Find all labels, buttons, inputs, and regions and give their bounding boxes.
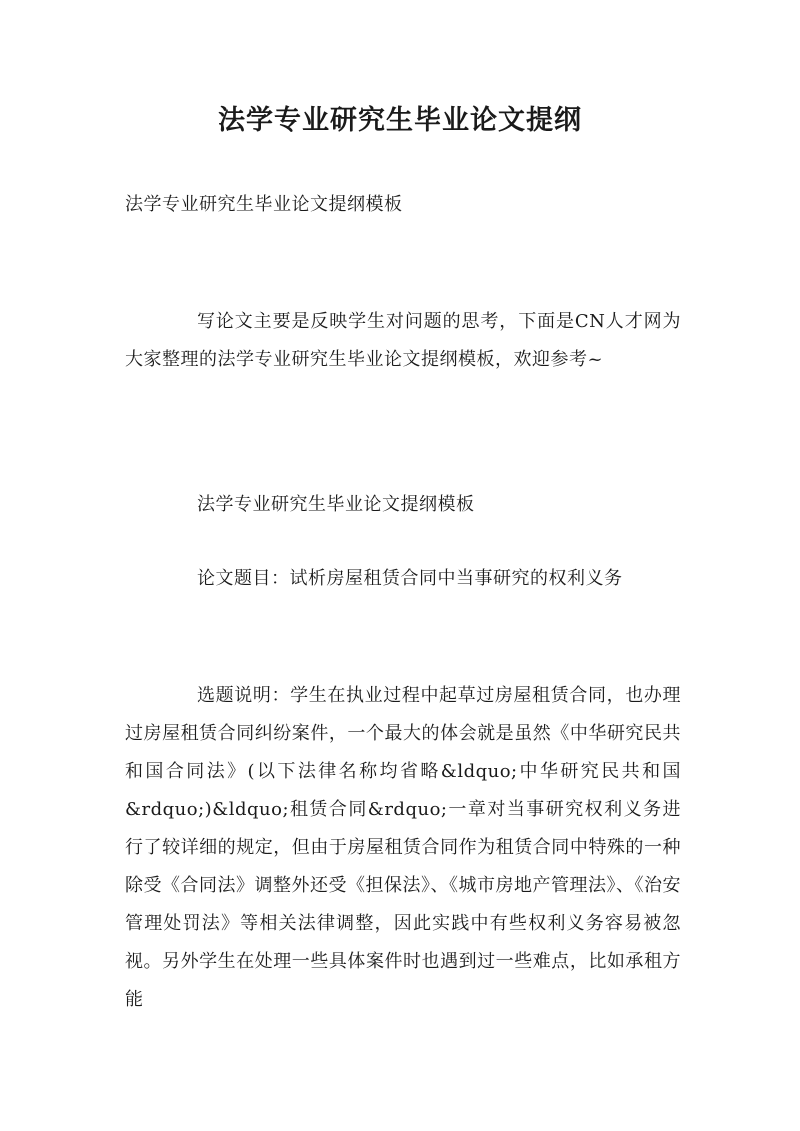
intro-paragraph: 写论文主要是反映学生对问题的思考，下面是CN人才网为大家整理的法学专业研究生毕业论文提纲模板，欢迎参考~ <box>125 311 681 370</box>
document-subtitle: 法学专业研究生毕业论文提纲模板 <box>125 194 403 215</box>
section-heading: 法学专业研究生毕业论文提纲模板 <box>197 494 475 515</box>
thesis-title: 论文题目：试析房屋租赁合同中当事研究的权利义务 <box>197 568 623 589</box>
document-title: 法学专业研究生毕业论文提纲 <box>218 105 582 136</box>
topic-explanation-paragraph: 选题说明：学生在执业过程中起草过房屋租赁合同，也办理过房屋租赁合同纠纷案件，一个最大的体会就是虽然《中华研究民共和国合同法》(以下法律名称均省略&ldquo;中华研究民共和国&rdquo;)&ldquo;租赁合同&rdquo;一章对当事研究权利义务进行了较详细的规定，但由于房屋租赁合同作为租赁合同中特殊的一种除受《合同法》调整外还受《担保法》、《城市房地产管理法》、《治安管理处罚法》等相关法律调整，因此实践中有些权利义务容易被忽视。另外学生在处理一些具体案件时也遇到过一些难点，比如承租方能 <box>125 685 681 1010</box>
